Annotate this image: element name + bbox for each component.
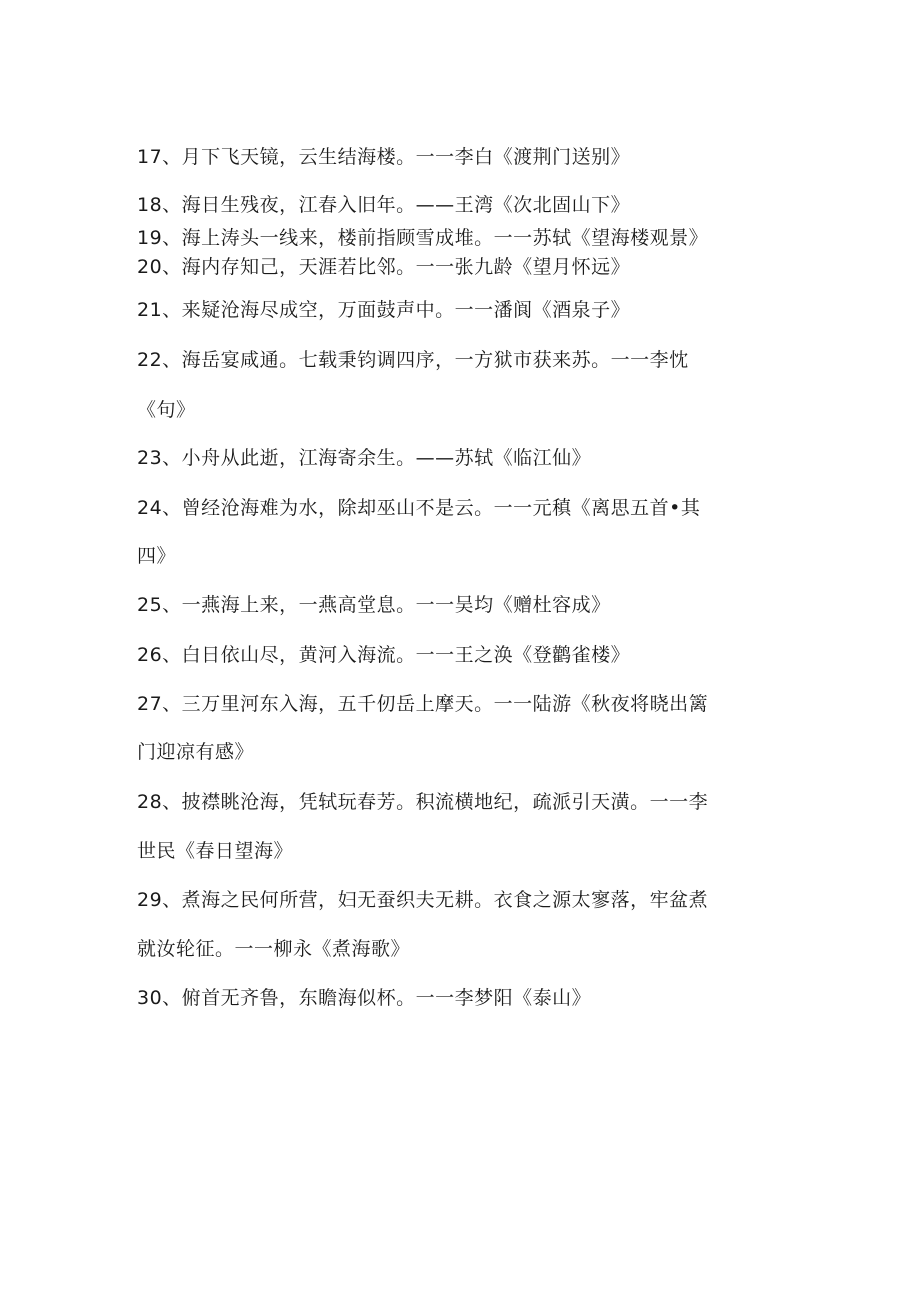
poem-line-18: 18、海日生残夜，江春入旧年。——王湾《次北固山下》 bbox=[137, 194, 631, 216]
poem-line-21: 21、来疑沧海尽成空，万面鼓声中。一一潘阆《酒泉子》 bbox=[137, 299, 631, 321]
poem-line-29-cont: 就汝轮征。一一柳永《煮海歌》 bbox=[137, 938, 411, 960]
poem-line-22: 22、海岳宴咸通。七载秉钧调四序，一方狱市获来苏。一一李忱 bbox=[137, 349, 689, 371]
poem-line-29: 29、煮海之民何所营，妇无蚕织夫无耕。衣食之源太寥落，牢盆煮 bbox=[137, 889, 709, 911]
poem-line-25: 25、一燕海上来，一燕高堂息。一一吴均《赠杜容成》 bbox=[137, 594, 611, 616]
poem-line-24-cont: 四》 bbox=[137, 545, 177, 567]
poem-line-24: 24、曾经沧海难为水，除却巫山不是云。一一元稹《离思五首•其 bbox=[137, 497, 701, 519]
poem-line-17: 17、月下飞天镜，云生结海楼。一一李白《渡荆门送别》 bbox=[137, 146, 631, 168]
poem-line-28: 28、披襟眺沧海，凭轼玩春芳。积流横地纪，疏派引天潢。一一李 bbox=[137, 791, 709, 813]
poem-line-22-cont: 《句》 bbox=[137, 399, 196, 421]
poem-line-28-cont: 世民《春日望海》 bbox=[137, 840, 294, 862]
poem-line-19: 19、海上涛头一线来，楼前指顾雪成堆。一一苏轼《望海楼观景》 bbox=[137, 227, 709, 249]
poem-line-27-cont: 门迎凉有感》 bbox=[137, 741, 255, 763]
poem-line-23: 23、小舟从此逝，江海寄余生。——苏轼《临江仙》 bbox=[137, 447, 592, 469]
poem-line-20: 20、海内存知己，天涯若比邻。一一张九龄《望月怀远》 bbox=[137, 256, 631, 278]
poem-line-26: 26、白日依山尽，黄河入海流。一一王之涣《登鹳雀楼》 bbox=[137, 644, 631, 666]
poem-line-30: 30、俯首无齐鲁，东瞻海似杯。一一李梦阳《泰山》 bbox=[137, 987, 592, 1009]
poem-line-27: 27、三万里河东入海，五千仞岳上摩天。一一陆游《秋夜将晓出篱 bbox=[137, 693, 709, 715]
